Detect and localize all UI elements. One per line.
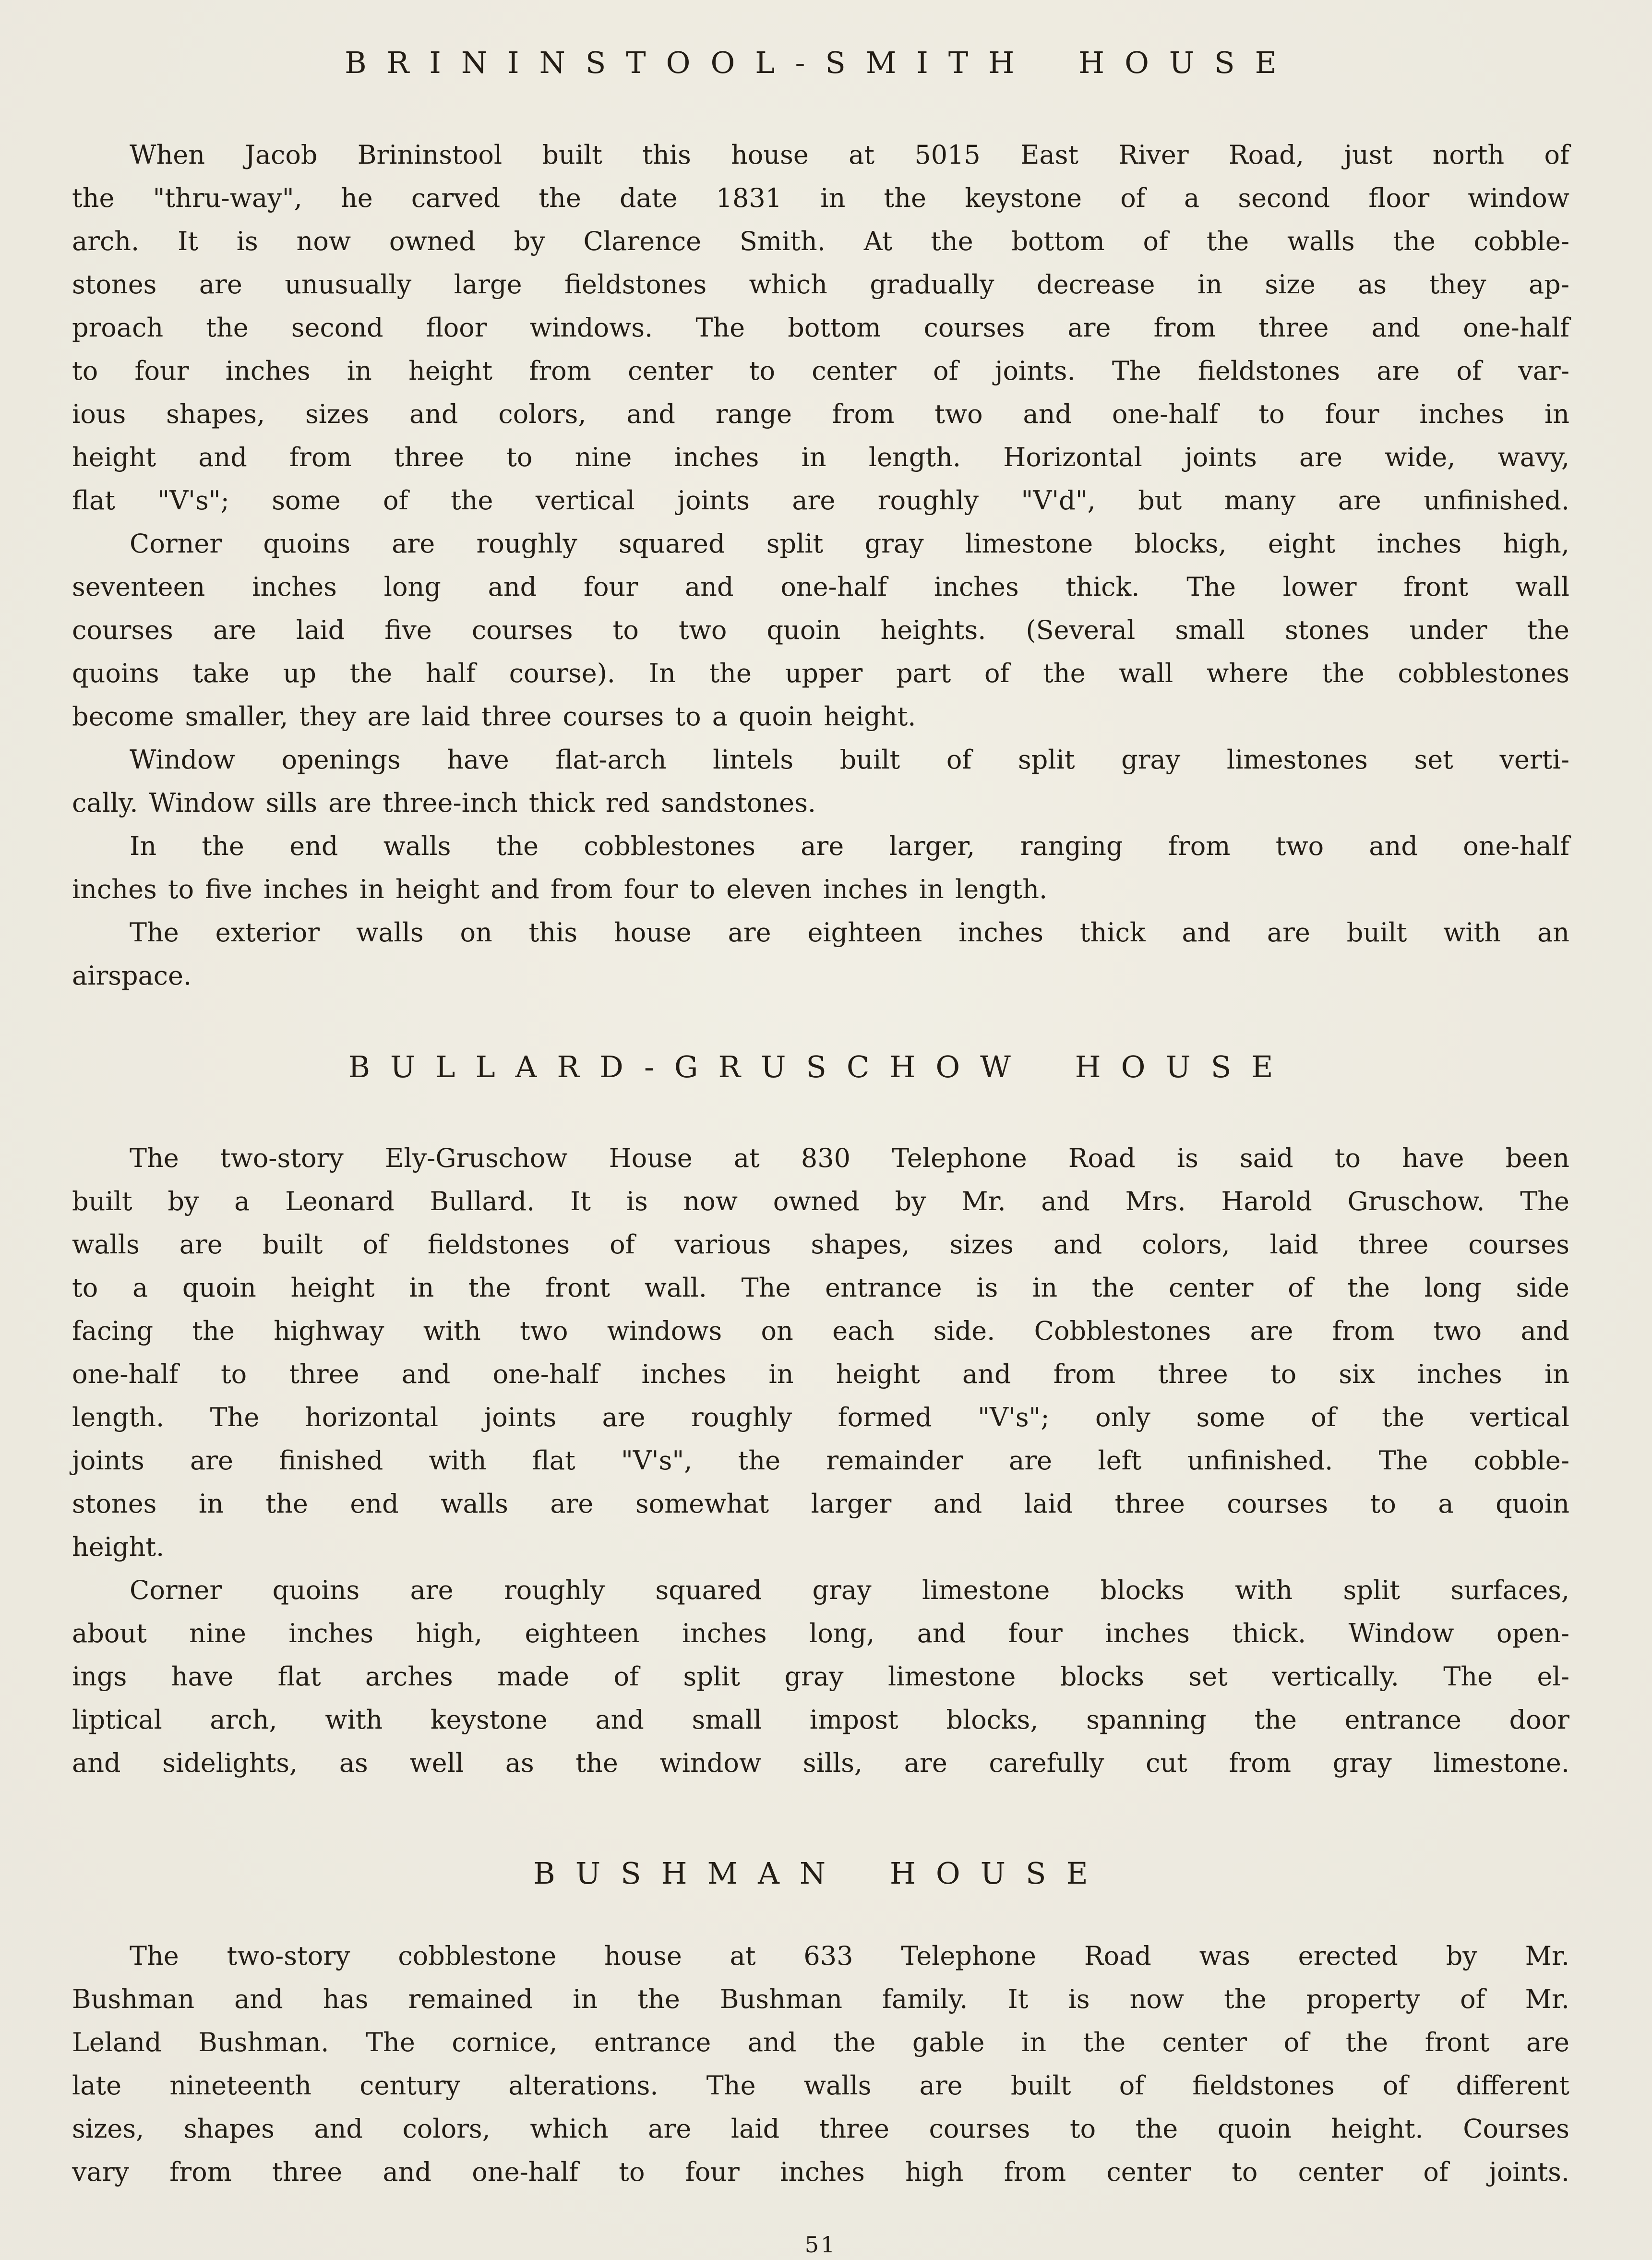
text-line: Corner quoins are roughly squared gray limestone blocks with split surfaces,	[130, 1575, 1569, 1605]
text-line: walls are built of fieldstones of various shapes, sizes and colors, laid three courses	[72, 1229, 1569, 1260]
paragraph	[72, 1137, 1569, 1569]
text-line: inches to five inches in height and from four to eleven inches in length.	[72, 874, 1048, 904]
text-line: joints are finished with flat "V's", the remainder are left unfinished. The cobble-	[72, 1445, 1569, 1476]
section-body	[72, 133, 1569, 998]
text-line: stones in the end walls are somewhat larger and laid three courses to a quoin	[72, 1489, 1569, 1519]
text-line: about nine inches high, eighteen inches long, and four inches thick. Window open-	[72, 1618, 1569, 1648]
text-line: stones are unusually large fieldstones which gradually decrease in size as they ap-	[72, 269, 1569, 300]
text-line: airspace.	[72, 961, 192, 991]
text-line: cally. Window sills are three-inch thick red sandstones.	[72, 788, 816, 818]
section-title: BRININSTOOL-SMITH HOUSE	[345, 45, 1297, 80]
text-line: facing the highway with two windows on each side. Cobblestones are from two and	[72, 1316, 1569, 1346]
text-line: seventeen inches long and four and one-half inches thick. The lower front wall	[72, 572, 1569, 602]
section	[72, 46, 1569, 998]
text-line: to four inches in height from center to center of joints. The fieldstones are of var-	[72, 356, 1569, 386]
section-body	[72, 1137, 1569, 1785]
text-line: vary from three and one-half to four inches high from center to center of joints.	[72, 2157, 1569, 2187]
text-line: become smaller, they are laid three courses to a quoin height.	[72, 701, 916, 732]
text-line: Bushman and has remained in the Bushman family. It is now the property of Mr.	[72, 1984, 1569, 2014]
text-line: The two-story cobblestone house at 633 Telephone Road was erected by Mr.	[130, 1941, 1569, 1971]
text-line: Window openings have flat-arch lintels built of split gray limestones set verti-	[130, 745, 1569, 775]
text-line: height.	[72, 1532, 165, 1562]
text-line: flat "V's"; some of the vertical joints are roughly "V'd", but many are unfinished.	[72, 485, 1569, 516]
text-line: courses are laid five courses to two quoin heights. (Several small stones under the	[72, 615, 1569, 645]
paragraph	[72, 1569, 1569, 1785]
text-line: the "thru-way", he carved the date 1831 in the keystone of a second floor window	[72, 183, 1569, 213]
text-line: arch. It is now owned by Clarence Smith. At the bottom of the walls the cobble-	[72, 226, 1569, 256]
text-line: length. The horizontal joints are roughly formed "V's"; only some of the vertical	[72, 1402, 1569, 1432]
paragraph	[72, 738, 1569, 825]
section-body	[72, 1935, 1569, 2194]
page-body	[72, 0, 1569, 2258]
text-line: height and from three to nine inches in length. Horizontal joints are wide, wavy,	[72, 442, 1569, 472]
text-line: Leland Bushman. The cornice, entrance and the gable in the center of the front are	[72, 2027, 1569, 2057]
paragraph	[72, 825, 1569, 911]
text-line: liptical arch, with keystone and small impost blocks, spanning the entrance door	[72, 1705, 1569, 1735]
text-line: ious shapes, sizes and colors, and range from two and one-half to four inches in	[72, 399, 1569, 429]
text-line: When Jacob Brininstool built this house at 5015 East River Road, just north of	[130, 140, 1569, 170]
text-line: proach the second floor windows. The bottom courses are from three and one-half	[72, 313, 1569, 343]
paragraph	[72, 1935, 1569, 2194]
text-line: sizes, shapes and colors, which are laid three courses to the quoin height. Courses	[72, 2114, 1569, 2144]
text-line: ings have flat arches made of split gray limestone blocks set vertically. The el-	[72, 1661, 1569, 1692]
text-line: quoins take up the half course). In the upper part of the wall where the cobblestones	[72, 658, 1569, 688]
text-line: one-half to three and one-half inches in height and from three to six inches in	[72, 1359, 1569, 1389]
text-line: The two-story Ely-Gruschow House at 830 Telephone Road is said to have been	[130, 1143, 1569, 1173]
paragraph	[72, 133, 1569, 522]
text-line: Corner quoins are roughly squared split gray limestone blocks, eight inches high,	[130, 529, 1569, 559]
section	[72, 1050, 1569, 1785]
section-title: BUSHMAN HOUSE	[533, 1856, 1108, 1891]
paragraph	[72, 911, 1569, 998]
text-line: In the end walls the cobblestones are larger, ranging from two and one-half	[130, 831, 1569, 861]
text-line: and sidelights, as well as the window sills, are carefully cut from gray limestone.	[72, 1748, 1569, 1778]
text-line: The exterior walls on this house are eighteen inches thick and are built with an	[130, 917, 1569, 948]
text-line: to a quoin height in the front wall. The entrance is in the center of the long side	[72, 1273, 1569, 1303]
paragraph	[72, 522, 1569, 738]
page-number: 51	[804, 2232, 837, 2258]
text-line: built by a Leonard Bullard. It is now owned by Mr. and Mrs. Harold Gruschow. The	[72, 1186, 1569, 1216]
section-title: BULLARD-GRUSCHOW HOUSE	[348, 1049, 1293, 1084]
text-line: late nineteenth century alterations. The walls are built of fieldstones of different	[72, 2070, 1569, 2101]
section	[72, 1857, 1569, 2194]
